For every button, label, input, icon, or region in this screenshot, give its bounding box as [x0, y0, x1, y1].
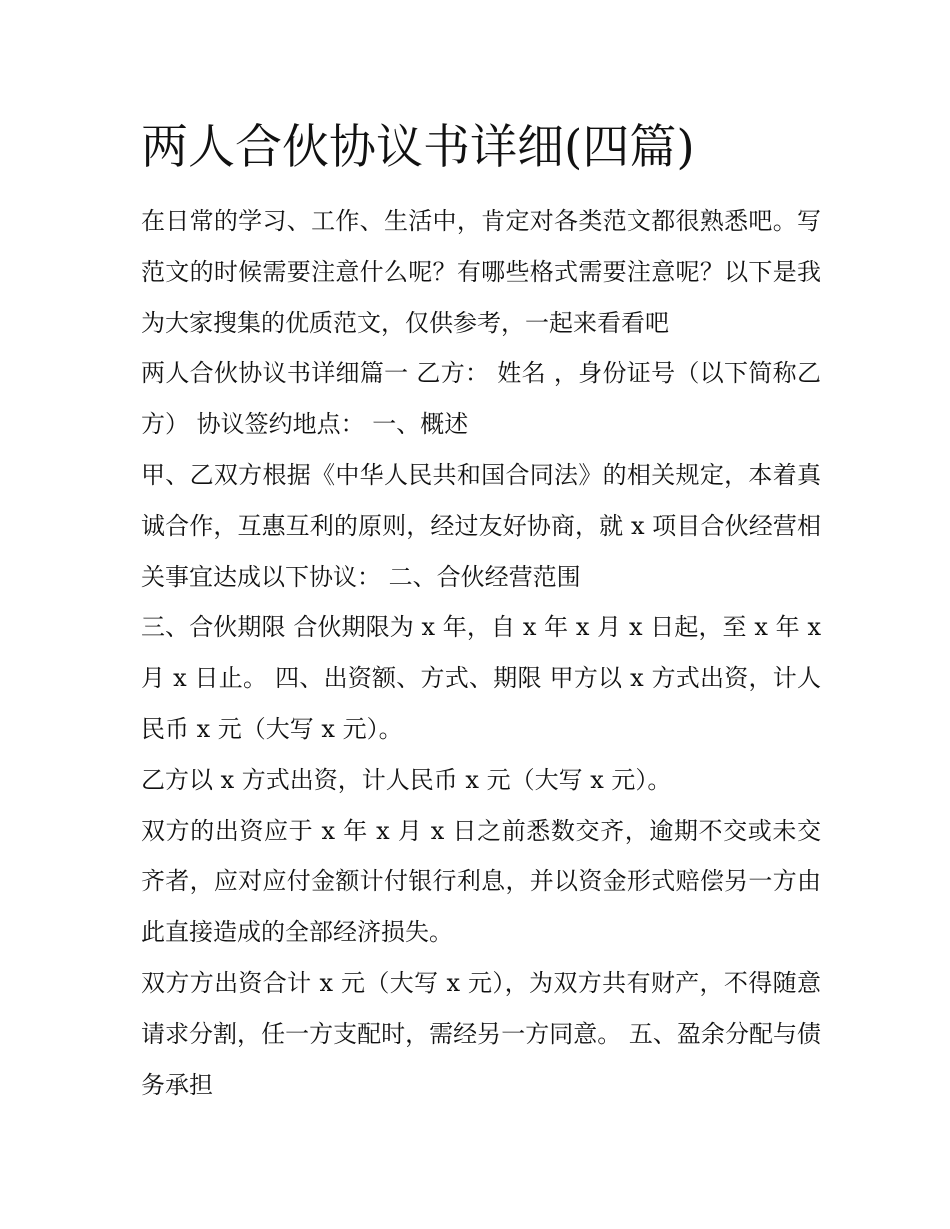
paragraph-intro: 在日常的学习、工作、生活中，肯定对各类范文都很熟悉吧。写范文的时候需要注意什么呢？有哪些格式需要注意呢？以下是我为大家搜集的优质范文，仅供参考，一起来看看吧	[141, 207, 821, 337]
paragraph-party-b-capital: 乙方以 x 方式出资，计人民币 x 元（大写 x 元）。	[141, 765, 672, 794]
paragraph-joint-property: 双方方出资合计 x 元（大写 x 元），为双方共有财产，不得随意请求分割，任一方支配时，需经另一方同意。 五、盈余分配与债务承担	[141, 968, 821, 1099]
paragraph-section-one: 两人合伙协议书详细篇一 乙方： 姓名 ，身份证号（以下简称乙方） 协议签约地点： 一、概述	[141, 359, 821, 439]
paragraph-capital-deadline: 双方的出资应于 x 年 x 月 x 日之前悉数交齐，逾期不交或未交齐者，应对应付金额计付银行利息，并以资金形式赔偿另一方由此直接造成的全部经济损失。	[141, 816, 821, 947]
document-page	[141, 112, 821, 1110]
document-title: 两人合伙协议书详细(四篇)	[141, 120, 695, 175]
paragraph-overview: 甲、乙双方根据《中华人民共和国合同法》的相关规定，本着真诚合作，互惠互利的原则，经过友好协商，就 x 项目合伙经营相关事宜达成以下协议： 二、合伙经营范围	[141, 460, 821, 591]
paragraph-term-and-capital: 三、合伙期限 合伙期限为 x 年，自 x 年 x 月 x 日起，至 x 年 x 月 x 日止。 四、出资额、方式、期限 甲方以 x 方式出资，计人民币 x 元（大写 x 元）。	[141, 613, 821, 743]
document-body	[141, 196, 821, 1110]
